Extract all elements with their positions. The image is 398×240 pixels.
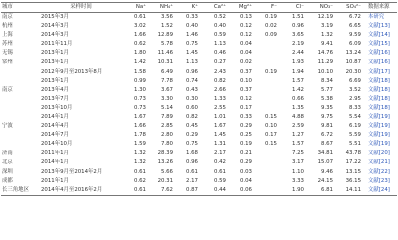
cell-mg: 0.12 bbox=[239, 32, 252, 39]
cell-nh4: 2.85 bbox=[160, 123, 173, 130]
cell-f: 0.15 bbox=[264, 113, 277, 120]
source-reference-link[interactable]: 文献[16] bbox=[368, 50, 390, 57]
cell-so4: 13.15 bbox=[345, 168, 361, 175]
cell-ca: 0.46 bbox=[213, 50, 226, 57]
ion-concentration-table bbox=[1, 2, 397, 196]
cell-cl: 3.65 bbox=[291, 32, 304, 39]
cell-mg: 0.04 bbox=[239, 177, 252, 184]
cell-cl: 3.33 bbox=[291, 177, 304, 184]
cell-city: 苏州 bbox=[2, 41, 13, 48]
cell-na: 1.30 bbox=[133, 86, 146, 93]
source-reference-link[interactable]: 文献[15] bbox=[368, 41, 390, 48]
cell-city bbox=[1, 68, 38, 77]
source-reference-link[interactable]: 文献[14] bbox=[368, 32, 390, 39]
cell-no3: 8.34 bbox=[320, 77, 333, 84]
cell-f bbox=[257, 59, 282, 68]
cell-period: 2014年1月 bbox=[41, 113, 69, 120]
cell-mg: 0.17 bbox=[239, 104, 252, 111]
cell-f bbox=[257, 177, 282, 186]
cell-mg: 0.37 bbox=[239, 86, 252, 93]
cell-source bbox=[366, 31, 397, 40]
source-reference-link[interactable]: 文献[22] bbox=[368, 168, 390, 175]
cell-na: 0.99 bbox=[133, 77, 146, 84]
header-ca: Ca²⁺ bbox=[213, 3, 226, 10]
cell-k: 1.68 bbox=[185, 150, 198, 157]
cell-na: 0.62 bbox=[133, 177, 146, 184]
table-row bbox=[1, 150, 397, 159]
cell-city bbox=[1, 131, 38, 140]
cell-k: 0.74 bbox=[185, 77, 198, 84]
cell-f bbox=[257, 168, 282, 177]
cell-city bbox=[1, 77, 38, 86]
cell-so4: 17.22 bbox=[345, 159, 361, 166]
cell-na: 1.59 bbox=[133, 141, 146, 148]
cell-k: 1.45 bbox=[185, 50, 198, 57]
cell-source bbox=[366, 68, 397, 77]
cell-so4: 6.19 bbox=[348, 123, 361, 130]
table-row bbox=[1, 31, 397, 40]
cell-nh4: 20.31 bbox=[157, 177, 173, 184]
cell-ca: 0.42 bbox=[213, 159, 226, 166]
cell-mg: 0.10 bbox=[239, 77, 252, 84]
cell-k: 0.45 bbox=[185, 123, 198, 130]
table-row bbox=[1, 77, 397, 86]
cell-no3: 1.32 bbox=[320, 32, 333, 39]
cell-source bbox=[366, 40, 397, 49]
header-source: 数据来源 bbox=[368, 3, 390, 10]
cell-cl: 1.10 bbox=[291, 168, 304, 175]
cell-mg: 0.12 bbox=[239, 95, 252, 102]
table-body bbox=[1, 13, 397, 196]
source-reference-link[interactable]: 文献[19] bbox=[368, 113, 390, 120]
cell-na: 1.42 bbox=[133, 59, 146, 66]
cell-no3: 24.15 bbox=[317, 177, 333, 184]
cell-so4: 36.15 bbox=[345, 177, 361, 184]
cell-so4: 2.95 bbox=[348, 95, 361, 102]
cell-ca: 0.27 bbox=[213, 59, 226, 66]
table-row bbox=[1, 22, 397, 31]
header-so4: SO₄²⁻ bbox=[346, 3, 361, 10]
cell-nh4: 5.66 bbox=[160, 168, 173, 175]
cell-cl: 3.17 bbox=[291, 159, 304, 166]
cell-na: 1.58 bbox=[133, 68, 146, 75]
cell-ca: 0.59 bbox=[213, 32, 226, 39]
cell-f bbox=[257, 104, 282, 113]
cell-ca: 0.52 bbox=[213, 13, 226, 20]
cell-source bbox=[366, 168, 397, 177]
cell-k: 0.30 bbox=[185, 95, 198, 102]
source-reference-link[interactable]: 文献[13] bbox=[368, 23, 390, 30]
cell-ca: 2.43 bbox=[213, 68, 226, 75]
cell-source bbox=[366, 59, 397, 68]
cell-ca: 0.61 bbox=[213, 168, 226, 175]
cell-na: 0.61 bbox=[133, 13, 146, 20]
cell-f bbox=[257, 86, 282, 95]
cell-k: 0.75 bbox=[185, 141, 198, 148]
header-cl: Cl⁻ bbox=[295, 3, 304, 10]
cell-period: 2014年4月 bbox=[41, 123, 69, 130]
cell-so4: 6.69 bbox=[348, 77, 361, 84]
source-reference-link[interactable]: 文献[19] bbox=[368, 123, 390, 130]
cell-k: 2.17 bbox=[185, 177, 198, 184]
table-row bbox=[1, 177, 397, 186]
header-no3: NO₃⁻ bbox=[319, 3, 333, 10]
cell-source bbox=[366, 159, 397, 168]
cell-f: 0.19 bbox=[264, 68, 277, 75]
cell-f bbox=[257, 159, 282, 168]
cell-mg: 0.25 bbox=[239, 132, 252, 139]
cell-no3: 5.38 bbox=[320, 95, 333, 102]
cell-source bbox=[366, 49, 397, 58]
table-row bbox=[1, 86, 397, 95]
cell-no3: 9.81 bbox=[320, 123, 333, 130]
cell-mg: 0.37 bbox=[239, 68, 252, 75]
cell-city bbox=[1, 95, 38, 104]
cell-ca: 1.33 bbox=[213, 95, 226, 102]
cell-city: 南京 bbox=[2, 86, 13, 93]
cell-source bbox=[366, 113, 397, 122]
cell-period: 2014年3月 bbox=[41, 32, 69, 39]
cell-mg: 0.21 bbox=[239, 150, 252, 157]
table-row bbox=[1, 122, 397, 131]
cell-city: 上海 bbox=[2, 32, 13, 39]
cell-source bbox=[366, 22, 397, 31]
source-reference-link[interactable]: 文献[18] bbox=[368, 95, 390, 102]
table-row bbox=[1, 95, 397, 104]
cell-city: 成都 bbox=[2, 177, 13, 184]
cell-k: 0.29 bbox=[185, 132, 198, 139]
cell-no3: 10.10 bbox=[317, 68, 333, 75]
cell-city bbox=[1, 104, 38, 113]
table-row bbox=[1, 113, 397, 122]
cell-f bbox=[257, 186, 282, 196]
cell-ca: 2.55 bbox=[213, 104, 226, 111]
table-row bbox=[1, 159, 397, 168]
cell-k: 0.96 bbox=[185, 68, 198, 75]
cell-nh4: 3.56 bbox=[160, 13, 173, 20]
cell-mg: 0.29 bbox=[239, 159, 252, 166]
cell-city bbox=[1, 113, 38, 122]
cell-na: 1.66 bbox=[133, 32, 146, 39]
cell-ca: 1.01 bbox=[213, 113, 226, 120]
cell-f bbox=[257, 49, 282, 58]
cell-so4: 10.87 bbox=[345, 59, 361, 66]
cell-ca: 1.31 bbox=[213, 141, 226, 148]
cell-city: 深圳 bbox=[2, 168, 13, 175]
cell-nh4: 6.49 bbox=[160, 68, 173, 75]
cell-cl: 7.25 bbox=[291, 150, 304, 157]
cell-f: 0.19 bbox=[264, 13, 277, 20]
cell-period: 2013年4月 bbox=[41, 86, 69, 93]
cell-period: 2013年1月 bbox=[41, 59, 69, 66]
cell-no3: 3.19 bbox=[320, 23, 333, 30]
table-row bbox=[1, 168, 397, 177]
source-reference-link[interactable]: 文献[18] bbox=[368, 86, 390, 93]
cell-nh4: 11.46 bbox=[157, 50, 173, 57]
cell-na: 1.80 bbox=[133, 50, 146, 57]
table-row bbox=[1, 140, 397, 149]
cell-no3: 9.46 bbox=[320, 168, 333, 175]
cell-ca: 1.45 bbox=[213, 132, 226, 139]
cell-cl: 2.19 bbox=[291, 41, 304, 48]
cell-k: 0.61 bbox=[185, 168, 198, 175]
cell-nh4: 12.89 bbox=[157, 32, 173, 39]
header-city: 城市 bbox=[2, 3, 13, 10]
source-reference-link[interactable]: 文献[18] bbox=[368, 104, 390, 111]
cell-f: 0.15 bbox=[264, 141, 277, 148]
header-nh4: NH₄⁺ bbox=[159, 3, 173, 10]
cell-source bbox=[366, 86, 397, 95]
cell-period: 2012年9月至2013年8月 bbox=[41, 68, 103, 75]
cell-f: 0.17 bbox=[264, 132, 277, 139]
cell-no3: 9.35 bbox=[320, 104, 333, 111]
cell-cl: 1.93 bbox=[291, 59, 304, 66]
table-row bbox=[1, 59, 397, 68]
cell-cl: 1.90 bbox=[291, 186, 304, 193]
cell-nh4: 7.89 bbox=[160, 113, 173, 120]
cell-na: 1.32 bbox=[133, 159, 146, 166]
table-row bbox=[1, 104, 397, 113]
cell-na: 0.61 bbox=[133, 186, 146, 193]
cell-cl: 1.57 bbox=[291, 141, 304, 148]
cell-period: 2014年7月 bbox=[41, 132, 69, 139]
cell-nh4: 7.80 bbox=[160, 141, 173, 148]
cell-period: 2013年1月 bbox=[41, 77, 69, 84]
cell-k: 0.82 bbox=[185, 113, 198, 120]
cell-na: 0.73 bbox=[133, 104, 146, 111]
cell-nh4: 7.62 bbox=[160, 186, 173, 193]
cell-nh4: 3.30 bbox=[160, 95, 173, 102]
cell-source bbox=[366, 140, 397, 149]
cell-no3: 15.07 bbox=[317, 159, 333, 166]
cell-source bbox=[366, 150, 397, 159]
cell-no3: 9.41 bbox=[320, 41, 333, 48]
cell-period: 2014年10月 bbox=[41, 141, 73, 148]
cell-no3: 9.75 bbox=[320, 113, 333, 120]
cell-so4: 20.30 bbox=[345, 68, 361, 75]
source-reference-link[interactable]: 文献[19] bbox=[368, 141, 390, 148]
cell-mg: 0.19 bbox=[239, 141, 252, 148]
cell-na: 1.78 bbox=[133, 132, 146, 139]
cell-source bbox=[366, 77, 397, 86]
cell-na: 0.62 bbox=[133, 41, 146, 48]
cell-source bbox=[366, 13, 397, 23]
cell-cl: 2.44 bbox=[291, 50, 304, 57]
header-na: Na⁺ bbox=[135, 3, 146, 10]
cell-mg: 0.04 bbox=[239, 50, 252, 57]
header-period: 采样时间 bbox=[70, 3, 92, 10]
cell-no3: 8.67 bbox=[320, 141, 333, 148]
cell-so4: 14.11 bbox=[345, 186, 361, 193]
cell-city: 杭州 bbox=[2, 23, 13, 30]
cell-ca: 0.82 bbox=[213, 77, 226, 84]
cell-ca: 0.40 bbox=[213, 23, 226, 30]
cell-k: 0.87 bbox=[185, 186, 198, 193]
cell-k: 0.43 bbox=[185, 86, 198, 93]
cell-period: 2013年10月 bbox=[41, 104, 73, 111]
cell-period: 2014年1月 bbox=[41, 159, 69, 166]
cell-mg: 0.13 bbox=[239, 13, 252, 20]
cell-so4: 13.24 bbox=[345, 50, 361, 57]
source-reference-link[interactable]: 本研究 bbox=[368, 13, 385, 20]
cell-no3: 14.76 bbox=[317, 50, 333, 57]
source-reference-link[interactable]: 文献[18] bbox=[368, 77, 390, 84]
header-f: F⁻ bbox=[271, 3, 277, 10]
cell-nh4: 3.67 bbox=[160, 86, 173, 93]
cell-source bbox=[366, 131, 397, 140]
source-reference-link[interactable]: 文献[16] bbox=[368, 59, 390, 66]
cell-period: 2014年3月 bbox=[41, 23, 69, 30]
source-reference-link[interactable]: 文献[19] bbox=[368, 132, 390, 139]
cell-f: 0.09 bbox=[264, 32, 277, 39]
cell-period: 2011年1月 bbox=[41, 150, 69, 157]
cell-no3: 6.72 bbox=[320, 132, 333, 139]
cell-city: 南京 bbox=[2, 13, 13, 20]
cell-cl: 1.35 bbox=[291, 104, 304, 111]
table-header-row bbox=[1, 3, 397, 13]
cell-f bbox=[257, 95, 282, 104]
cell-mg: 0.06 bbox=[239, 186, 252, 193]
cell-ca: 0.44 bbox=[213, 186, 226, 193]
cell-mg: 0.12 bbox=[239, 23, 252, 30]
cell-so4: 5.51 bbox=[348, 141, 361, 148]
cell-so4: 6.09 bbox=[348, 41, 361, 48]
cell-k: 0.60 bbox=[185, 104, 198, 111]
cell-na: 0.73 bbox=[133, 95, 146, 102]
table-row bbox=[1, 131, 397, 140]
cell-f: 0.02 bbox=[264, 23, 277, 30]
cell-city: 济南 bbox=[2, 150, 13, 157]
cell-nh4: 2.80 bbox=[160, 132, 173, 139]
cell-f bbox=[257, 150, 282, 159]
cell-ca: 1.13 bbox=[213, 41, 226, 48]
cell-k: 1.13 bbox=[185, 59, 198, 66]
cell-cl: 1.57 bbox=[291, 77, 304, 84]
cell-no3: 12.19 bbox=[317, 13, 333, 20]
cell-cl: 1.27 bbox=[291, 132, 304, 139]
cell-cl: 4.88 bbox=[291, 113, 304, 120]
cell-city: 无锡 bbox=[2, 50, 13, 57]
cell-mg: 0.03 bbox=[239, 168, 252, 175]
cell-city bbox=[1, 140, 38, 149]
cell-na: 3.02 bbox=[133, 23, 146, 30]
cell-na: 1.67 bbox=[133, 113, 146, 120]
cell-so4: 5.59 bbox=[348, 132, 361, 139]
cell-nh4: 28.39 bbox=[157, 150, 173, 157]
cell-no3: 34.81 bbox=[317, 150, 333, 157]
cell-city: 北京 bbox=[2, 159, 13, 166]
cell-so4: 9.59 bbox=[348, 32, 361, 39]
cell-source bbox=[366, 104, 397, 113]
cell-so4: 43.78 bbox=[345, 150, 361, 157]
source-reference-link[interactable]: 文献[24] bbox=[368, 186, 390, 193]
cell-period: 2011年11月 bbox=[41, 41, 73, 48]
header-mg: Mg²⁺ bbox=[238, 3, 252, 10]
cell-cl: 1.94 bbox=[291, 68, 304, 75]
cell-source bbox=[366, 95, 397, 104]
cell-ca: 2.66 bbox=[213, 86, 226, 93]
cell-so4: 6.72 bbox=[348, 13, 361, 20]
cell-mg: 0.04 bbox=[239, 41, 252, 48]
cell-cl: 0.66 bbox=[291, 95, 304, 102]
cell-cl: 1.42 bbox=[291, 86, 304, 93]
cell-k: 0.40 bbox=[185, 23, 198, 30]
cell-k: 0.96 bbox=[185, 159, 198, 166]
source-reference-link[interactable]: 文献[20] bbox=[368, 150, 390, 157]
table-row bbox=[1, 186, 397, 196]
cell-k: 1.46 bbox=[185, 32, 198, 39]
table-row bbox=[1, 49, 397, 58]
cell-city: 长三角地区 bbox=[2, 186, 29, 193]
cell-cl: 2.59 bbox=[291, 123, 304, 130]
cell-no3: 5.77 bbox=[320, 86, 333, 93]
cell-city: 常州 bbox=[2, 59, 13, 66]
cell-city: 宁波 bbox=[2, 123, 13, 130]
cell-f bbox=[257, 40, 282, 49]
cell-period: 2013年7月 bbox=[41, 95, 69, 102]
cell-nh4: 1.52 bbox=[160, 23, 173, 30]
source-reference-link[interactable]: 文献[17] bbox=[368, 68, 390, 75]
cell-source bbox=[366, 177, 397, 186]
cell-no3: 11.29 bbox=[317, 59, 333, 66]
table-row bbox=[1, 68, 397, 77]
cell-f: 0.10 bbox=[264, 123, 277, 130]
cell-mg: 0.29 bbox=[239, 123, 252, 130]
cell-no3: 6.81 bbox=[320, 186, 333, 193]
cell-source bbox=[366, 122, 397, 131]
cell-nh4: 5.14 bbox=[160, 104, 173, 111]
source-reference-link[interactable]: 文献[21] bbox=[368, 159, 390, 166]
cell-period: 2013年9月至2014年2月 bbox=[41, 168, 103, 175]
cell-ca: 0.59 bbox=[213, 177, 226, 184]
cell-nh4: 13.26 bbox=[157, 159, 173, 166]
table-row bbox=[1, 13, 397, 23]
cell-f bbox=[257, 77, 282, 86]
source-reference-link[interactable]: 文献[23] bbox=[368, 177, 390, 184]
cell-source bbox=[366, 186, 397, 196]
cell-period: 2014年4月至2016年2月 bbox=[41, 186, 103, 193]
cell-na: 1.32 bbox=[133, 150, 146, 157]
cell-so4: 8.33 bbox=[348, 104, 361, 111]
cell-na: 1.66 bbox=[133, 123, 146, 130]
cell-so4: 5.54 bbox=[348, 113, 361, 120]
cell-cl: 1.51 bbox=[291, 13, 304, 20]
cell-na: 0.61 bbox=[133, 168, 146, 175]
cell-mg: 0.02 bbox=[239, 59, 252, 66]
cell-ca: 2.17 bbox=[213, 150, 226, 157]
cell-mg: 0.33 bbox=[239, 113, 252, 120]
cell-k: 0.33 bbox=[185, 13, 198, 20]
cell-nh4: 7.78 bbox=[160, 77, 173, 84]
cell-ca: 1.67 bbox=[213, 123, 226, 130]
header-k: K⁺ bbox=[191, 3, 198, 10]
cell-nh4: 5.78 bbox=[160, 41, 173, 48]
cell-nh4: 10.31 bbox=[157, 59, 173, 66]
table-row bbox=[1, 40, 397, 49]
cell-cl: 0.96 bbox=[291, 23, 304, 30]
cell-so4: 3.52 bbox=[348, 86, 361, 93]
cell-period: 2011年1月 bbox=[41, 177, 69, 184]
cell-period: 2015年3月 bbox=[41, 13, 69, 20]
cell-so4: 6.65 bbox=[348, 23, 361, 30]
cell-period: 2013年1月 bbox=[41, 50, 69, 57]
cell-k: 0.75 bbox=[185, 41, 198, 48]
